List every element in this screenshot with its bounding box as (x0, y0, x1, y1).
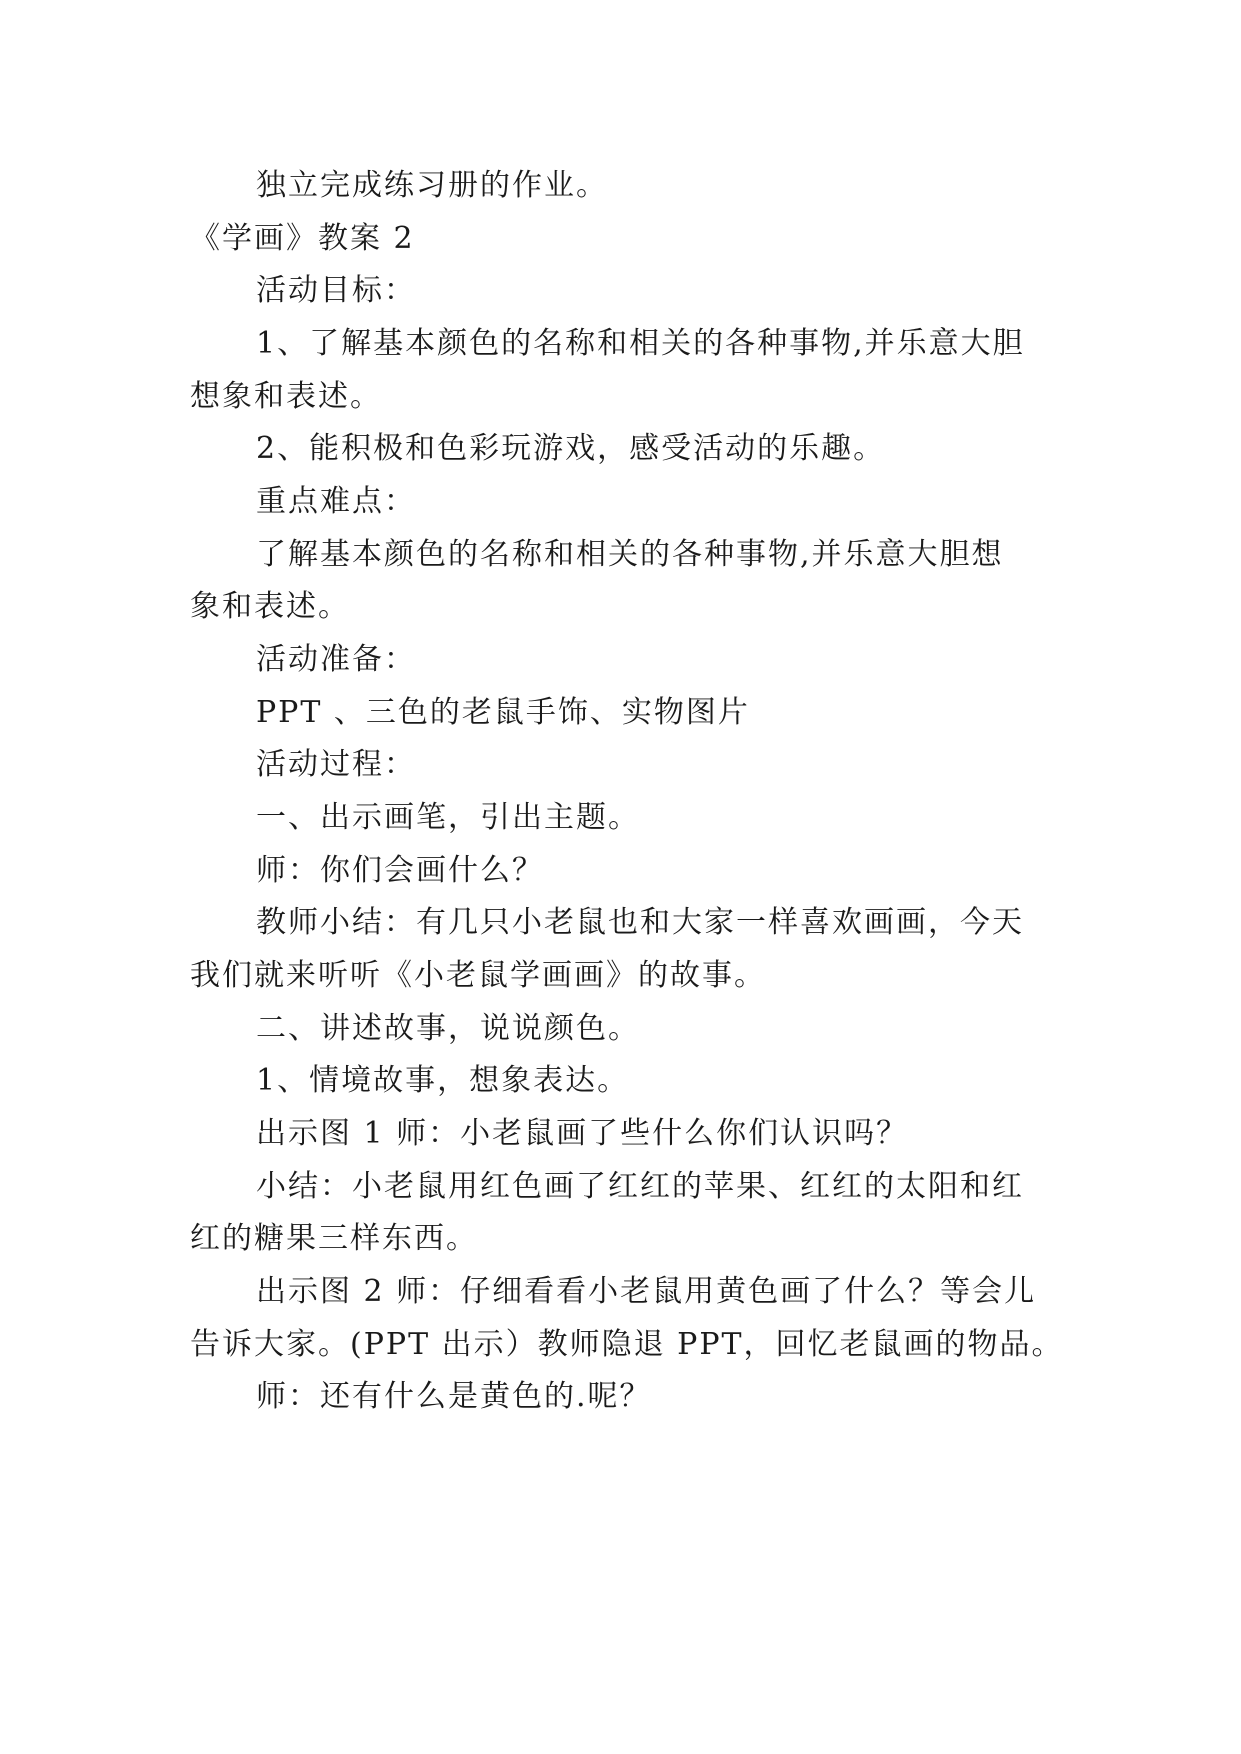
text-line: 师：你们会画什么？ (256, 853, 544, 888)
text-line: 告诉大家。(PPT 出示）教师隐退 PPT，回忆老鼠画的物品。 (190, 1327, 1064, 1362)
text-line: 想象和表述。 (190, 379, 382, 414)
text-line: PPT 、三色的老鼠手饰、实物图片 (256, 695, 750, 730)
text-line: 一、出示画笔，引出主题。 (256, 800, 640, 835)
text-line: 我们就来听听《小老鼠学画画》的故事。 (190, 958, 766, 993)
text-line: 了解基本颜色的名称和相关的各种事物,并乐意大胆想 (256, 537, 1004, 572)
text-line: 1、了解基本颜色的名称和相关的各种事物,并乐意大胆 (256, 326, 1025, 361)
text-line: 活动过程： (256, 747, 416, 782)
text-line: 师：还有什么是黄色的.呢？ (256, 1379, 652, 1414)
text-line: 独立完成练习册的作业。 (256, 168, 608, 203)
text-line: 小结：小老鼠用红色画了红红的苹果、红红的太阳和红 (256, 1169, 1024, 1204)
text-line: 重点难点： (256, 484, 416, 519)
text-line: 2、能积极和色彩玩游戏，感受活动的乐趣。 (256, 431, 886, 466)
text-line: 活动目标： (256, 273, 416, 308)
text-line: 出示图 1 师：小老鼠画了些什么你们认识吗？ (256, 1116, 909, 1151)
text-line: 1、情境故事，想象表达。 (256, 1063, 630, 1098)
text-line: 出示图 2 师：仔细看看小老鼠用黄色画了什么？等会儿 (256, 1274, 1037, 1309)
text-line: 红的糖果三样东西。 (190, 1221, 478, 1256)
text-line: 象和表述。 (190, 589, 350, 624)
text-line: 二、讲述故事，说说颜色。 (256, 1011, 640, 1046)
section-heading: 《学画》教案 2 (190, 221, 415, 256)
text-line: 教师小结：有几只小老鼠也和大家一样喜欢画画，今天 (256, 905, 1024, 940)
text-line: 活动准备： (256, 642, 416, 677)
